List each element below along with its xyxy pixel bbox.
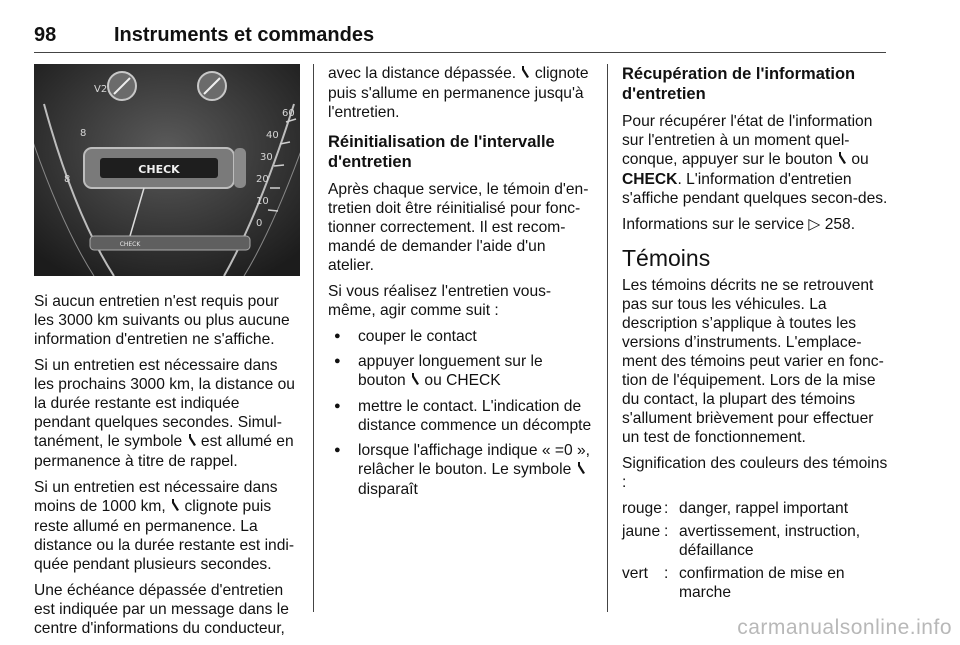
page-reference-link[interactable]: 258. (824, 216, 856, 233)
page-reference-arrow-icon[interactable]: ▷ (808, 216, 821, 233)
page-number: 98 (34, 24, 57, 46)
list-item: ● appuyer longuement sur le bouton ou CHECK (328, 352, 592, 391)
column-divider (607, 64, 608, 612)
table-row (622, 499, 888, 522)
svg-text:60: 60 (282, 108, 295, 119)
wrench-icon (187, 433, 197, 452)
svg-text:8: 8 (80, 128, 87, 139)
paragraph: Après chaque service, le témoin d'en-tretien doit être réinitialisé pour fonc-tionner correctement. Il est recom-mandé de demander l'aide d'un atelier. (328, 181, 589, 274)
legend-color: rouge (622, 500, 662, 517)
legend-color: vert (622, 565, 648, 582)
bullet-list (328, 327, 592, 499)
paragraph: Pour récupérer l'état de l'information sur l'entretien à un moment quel-conque, appuyer sur le bouton ou CHECK. L'information d'entretien s'affiche pendant quelques secon-des. (622, 113, 888, 207)
instrument-cluster-figure (34, 64, 300, 276)
page-title: Instruments et commandes (114, 24, 375, 46)
column-right (622, 64, 888, 606)
list-item: ● couper le contact (328, 327, 592, 346)
legend-color: jaune (622, 523, 661, 540)
column-divider (313, 64, 314, 612)
column-left (34, 64, 300, 645)
legend-separator: : (664, 523, 669, 540)
legend-meaning: confirmation de mise en marche (679, 565, 845, 601)
column-middle (328, 64, 592, 505)
wrench-icon (576, 461, 586, 480)
figure-check-display-label: CHECK (138, 163, 180, 176)
page-header (34, 22, 886, 53)
wrench-icon (170, 498, 180, 517)
color-legend-table (622, 499, 888, 606)
legend-separator: : (664, 500, 669, 517)
paragraph: Si vous réalisez l'entretien vous-même, agir comme suit : (328, 283, 552, 319)
table-row (622, 564, 888, 606)
paragraph: Si aucun entretien n'est requis pour les 3000 km suivants ou plus aucune information d'entretien ne s'affiche. (34, 293, 290, 348)
paragraph: Signification des couleurs des témoins : (622, 455, 888, 491)
svg-text:30: 30 (260, 152, 273, 163)
section-heading: Récupération de l'information d'entretien (622, 65, 856, 103)
paragraph: Une échéance dépassée d'entretien est indiquée par un message dans le centre d'informations du conducteur, (34, 582, 289, 637)
svg-text:20: 20 (256, 174, 269, 185)
wrench-icon (837, 151, 847, 170)
section-title: Témoins (622, 245, 711, 271)
svg-text:40: 40 (266, 130, 279, 141)
paragraph: Si un entretien est nécessaire dans moins de 1000 km, clignote puis reste allumé en permanence. La distance ou la durée restante est indi-quée pendant plusieurs secondes. (34, 479, 295, 573)
list-item: ● lorsque l'affichage indique « =0 », relâcher le bouton. Le symbole disparaît (328, 441, 592, 499)
svg-text:10: 10 (256, 196, 269, 207)
instrument-cluster-illustration (34, 64, 300, 276)
list-item: ● mettre le contact. L'indication de distance commence un décompte (328, 397, 592, 435)
table-row (622, 522, 888, 564)
paragraph: Si un entretien est nécessaire dans les prochains 3000 km, la distance ou la durée restante est indiquée pendant quelques secondes. Simul-tanément, le symbole est allumé en permanence à titre de rappel. (34, 357, 295, 470)
paragraph: avec la distance dépassée. clignote puis s'allume en permanence jusqu'à l'entretien. (328, 65, 589, 121)
svg-text:V2: V2 (94, 84, 108, 95)
legend-separator: : (664, 565, 669, 582)
wrench-icon (410, 372, 420, 391)
paragraph: Les témoins décrits ne se retrouvent pas sur tous les véhicules. La description s’applique à toutes les versions d’instruments. L'emplace-ment des témoins peut varier en fonc-tion de l'équipement. Lors de la mise du contact, la plupart des témoins s'allument brièvement pour effectuer un test de fonctionnement. (622, 277, 884, 446)
watermark: carmanualsonline.info (737, 616, 952, 639)
paragraph: Informations sur le service ▷ 258. (622, 216, 856, 233)
legend-meaning: danger, rappel important (679, 500, 849, 517)
section-heading: Réinitialisation de l'intervalle d'entretien (328, 133, 555, 171)
wrench-icon (520, 65, 530, 84)
svg-text:8: 8 (64, 174, 71, 185)
svg-text:0: 0 (256, 218, 263, 229)
legend-meaning: avertissement, instruction, défaillance (679, 523, 861, 559)
figure-check-bar-label: CHECK (119, 241, 141, 248)
